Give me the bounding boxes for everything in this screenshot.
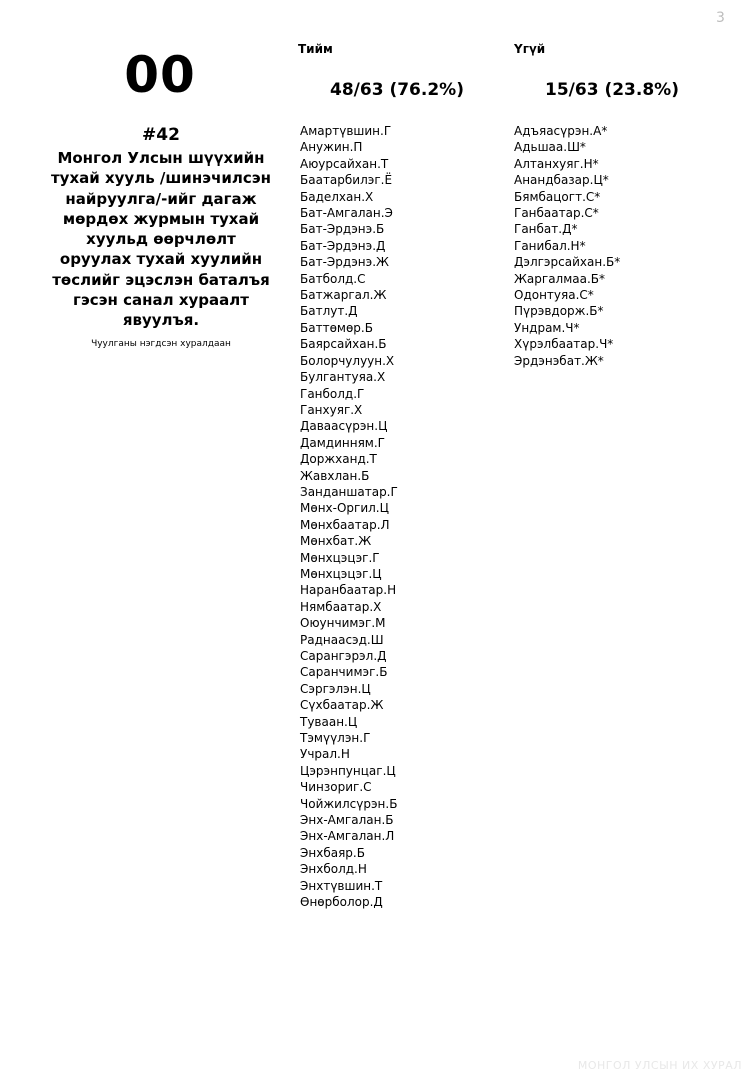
voter-name: Хүрэлбаатар.Ч* [514,337,614,352]
voter-name: Бямбацогт.С* [514,189,601,204]
voter-name: Жавхлан.Б [300,468,370,483]
voter-name: Адьшаа.Ш* [514,140,586,155]
voter-name: Бат-Эрдэнэ.Б [300,222,385,237]
voter-name: Мөнхцэцэг.Г [300,550,380,565]
voter-name: Бат-Эрдэнэ.Ж [300,255,389,270]
voter-name: Ганибал.Н* [514,238,586,253]
voter-name: Аюурсайхан.Т [300,156,389,171]
voter-name: Пүрэвдорж.Б* [514,304,604,319]
voter-name: Баттөмөр.Б [300,320,373,335]
voter-name: Занданшатар.Г [300,484,398,499]
voter-name: Адъяасүрэн.А* [514,124,608,138]
corner-mark: 3 [716,10,725,26]
voter-name: Сэргэлэн.Ц [300,681,371,696]
voter-name: Чинзориг.С [300,780,372,795]
session-number: 00 [124,46,196,104]
voter-name: Амартүвшин.Г [300,124,392,138]
voter-name: Энхболд.Н [300,862,367,877]
voter-name: Энхбаяр.Б [300,845,365,860]
voter-name: Мөнхцэцэг.Ц [300,566,382,581]
voter-name: Анандбазар.Ц* [514,173,609,188]
voter-name: Чойжилсүрэн.Б [300,796,398,811]
yes-voter-list [300,123,398,911]
voter-name: Тэмүүлэн.Г [300,731,371,746]
voter-name: Мөнхбаатар.Л [300,517,390,532]
yes-count: 48/63 (76.2%) [330,80,464,100]
voter-name: Баярсайхан.Б [300,337,387,352]
voter-name: Баатарбилэг.Ё [300,173,393,188]
voter-name: Эрдэнэбат.Ж* [514,353,604,368]
voter-name: Туваан.Ц [300,714,358,729]
voter-name: Баделхан.Х [300,189,374,204]
voter-name: Батжаргал.Ж [300,288,387,303]
voter-name: Саранчимэг.Б [300,665,388,680]
voter-name: Анужин.П [300,140,363,155]
item-number: #42 [142,125,180,145]
voter-name: Мөнхбат.Ж [300,534,372,549]
voter-name: Учрал.Н [300,747,350,762]
voter-name: Болорчулуун.Х [300,353,395,368]
voter-name: Ганхуяг.Х [300,402,363,417]
voter-name: Раднаасэд.Ш [300,632,384,647]
yes-label: Тийм [298,42,333,56]
voter-name: Даваасүрэн.Ц [300,419,388,434]
no-label: Үгүй [514,42,546,56]
voter-name: Сүхбаатар.Ж [300,698,384,713]
voter-name: Энх-Амгалан.Л [300,829,395,844]
voter-name: Наранбаатар.Н [300,583,397,598]
motion-title: Монгол Улсын шүүхийн тухай хууль /шинэчилсэн найруулга/-ийг дагаж мөрдөх журмын тухай хуульд өөрчлөлт оруулах тухай хуулийн төслийг эцэслэн баталъя гэсэн санал хураалт явуулъя. [50,149,272,330]
voter-name: Булгантуяа.Х [300,370,386,385]
voter-name: Ганбат.Д* [514,222,578,237]
voter-name: Мөнх-Оргил.Ц [300,501,389,516]
no-count: 15/63 (23.8%) [545,80,679,100]
voter-name: Жаргалмаа.Б* [514,271,606,286]
voter-name: Сарангэрэл.Д [300,649,387,663]
voter-name: Ганбаатар.С* [514,206,599,221]
voter-name: Бат-Эрдэнэ.Д [300,238,386,253]
voter-name: Бат-Амгалан.Э [300,206,393,221]
session-subtitle: Чуулганы нэгдсэн хуралдаан [91,338,231,349]
footer-watermark: МОНГОЛ УЛСЫН ИХ ХУРАЛ [577,1059,742,1072]
no-voter-list [514,123,620,369]
voter-name: Дэлгэрсайхан.Б* [514,255,621,270]
voter-name: Дамдинням.Г [300,435,385,450]
motion-block [50,124,272,350]
voter-name: Энх-Амгалан.Б [300,813,394,828]
voter-name: Энхтүвшин.Т [300,878,383,893]
voter-name: Өнөрболор.Д [300,895,383,910]
voter-name: Цэрэнпунцаг.Ц [300,763,396,778]
voter-name: Оюунчимэг.М [300,616,386,631]
voter-name: Ганболд.Г [300,386,365,401]
voter-name: Доржханд.Т [300,452,377,467]
voter-name: Батболд.С [300,271,366,286]
voter-name: Одонтуяа.С* [514,288,594,303]
voter-name: Нямбаатар.Х [300,599,382,614]
voter-name: Алтанхуяг.Н* [514,156,599,171]
voter-name: Ундрам.Ч* [514,320,580,335]
voter-name: Батлут.Д [300,304,358,319]
